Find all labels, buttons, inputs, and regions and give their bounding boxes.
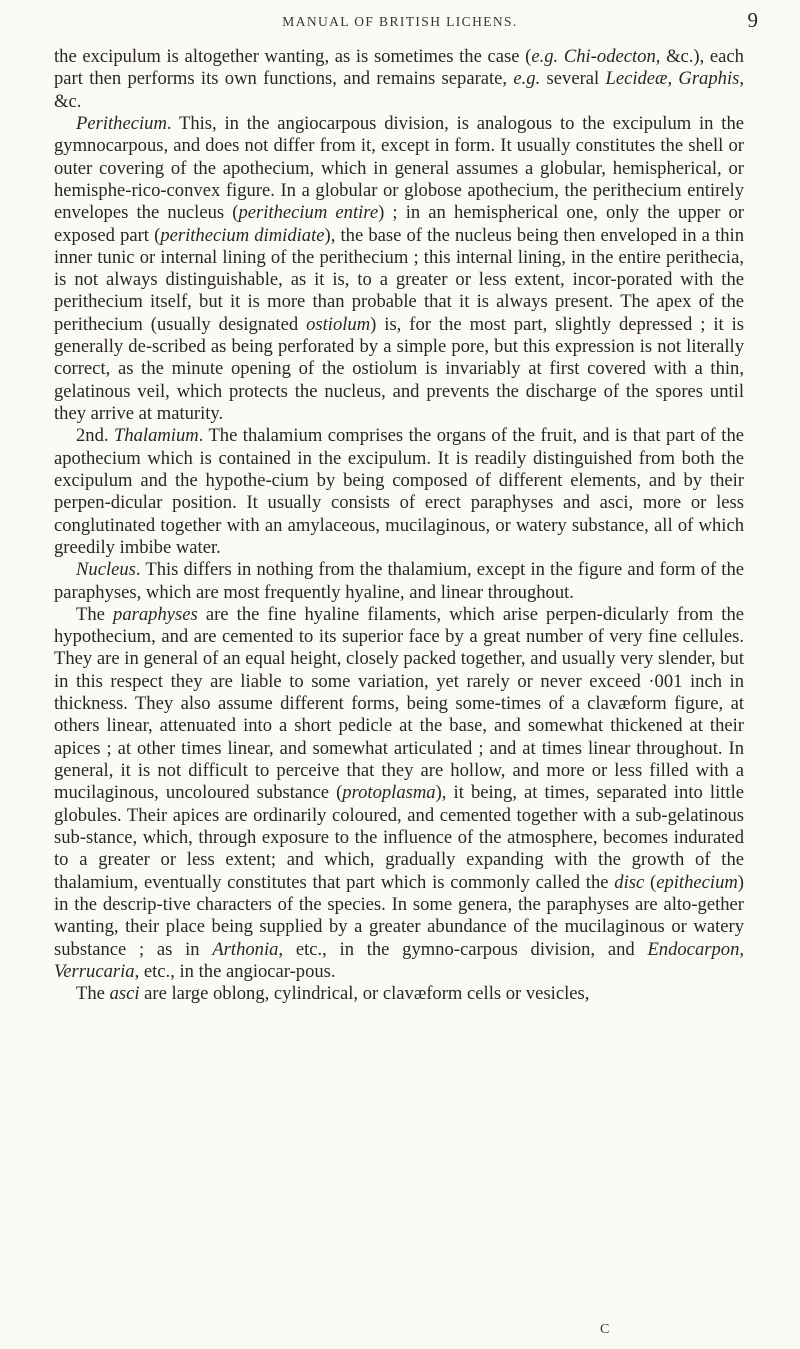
text-run: ) in the descrip-tive characters of the species. In some genera, the paraphyses are alto-gether wanting, their place being supplied by a greater abundance of the mucilaginous or watery substance ; as in <box>54 871 744 960</box>
italic-term: Thalamium <box>113 425 199 447</box>
text-run: several <box>540 68 606 90</box>
text-run: the excipulum is altogether wanting, as is sometimes the case ( <box>54 46 532 67</box>
italic-term: Arthonia <box>212 938 279 960</box>
text-run: The <box>76 603 114 625</box>
italic-term: perithecium dimidiate <box>160 224 325 246</box>
italic-term: e.g. Chi-odecton <box>531 46 656 67</box>
italic-term: Endocarpon, Verrucaria <box>54 938 745 982</box>
paragraph-paraphyses <box>54 604 744 983</box>
text-run: , &c.), each part then performs its own functions, and remains separate, <box>54 46 744 90</box>
text-run: are large oblong, cylindrical, or clavæform cells or vesicles, <box>139 983 590 1005</box>
text-run: . This, in the angiocarpous division, is analogous to the excipulum in the gymnocarpous, and does not differ from it, except in form. It usually constitutes the shell or outer covering of the apothecium, which in general assumes a globular, hemispherical, or hemisphe-rico-convex figure. In a globular or globose apothecium, the perithecium entirely envelopes the nucleus ( <box>54 112 744 224</box>
text-run: ) is, for the most part, slightly depressed ; it is generally de-scribed as being perforated by a simple pore, but this expression is not literally correct, as the minute opening of the ostiolum is invariably at first covered with a thin, gelatinous veil, which protects the nucleus, and prevents the discharge of the spores until they arrive at maturity. <box>54 313 745 424</box>
text-run: , etc., in the gymno-carpous division, and <box>278 938 648 960</box>
page-number: 9 <box>747 8 758 32</box>
text-run: ) ; in an hemispherical one, only the upper or exposed part ( <box>54 202 745 246</box>
italic-term: Perithecium <box>76 112 167 134</box>
paragraph-perithecium <box>54 113 744 425</box>
paragraph-nucleus <box>54 559 744 604</box>
text-run: ), it being, at times, separated into little globules. Their apices are ordinarily coloured, and cemented together with a sub-gelatinous sub-stance, which, through exposure to the influence of the atmosphere, becomes indurated to a greater or less extent; and which, gradually expanding with the growth of the thalamium, eventually constitutes that part which is commonly called the <box>54 782 744 893</box>
paragraph-asci <box>54 983 744 1005</box>
text-run: The <box>76 983 110 1005</box>
text-run: ( <box>644 871 657 893</box>
italic-term: protoplasma <box>342 782 436 804</box>
text-run: , etc., in the angiocar-pous. <box>134 960 336 982</box>
signature-mark: C <box>600 1322 610 1337</box>
text-run: ), the base of the nucleus being then enveloped in a thin inner tunic or internal lining of the perithecium ; this internal lining, in the entire perithecia, is not always distinguishable, as it is, to a greater or less extent, incor-porated with the perithecium itself, but it is more than probable that it is always present. The apex of the perithecium (usually designated <box>54 224 744 335</box>
italic-term: paraphyses <box>113 603 198 625</box>
italic-term: perithecium entire <box>238 202 379 224</box>
text-run: , &c. <box>54 68 745 112</box>
italic-term: disc <box>614 871 645 893</box>
italic-term: Nucleus <box>76 559 136 581</box>
text-run: are the fine hyaline filaments, which arise perpen-dicularly from the hypothecium, and are cemented to its superior face by a great number of very fine cellules. They are in general of an equal height, closely packed together, and usually very slender, but in this respect they are liable to some variation, yet rarely or never exceed ·001 inch in thickness. They also assume different forms, being some-times of a clavæform figure, at others linear, attenuated into a short pedicle at the base, and somewhat thickened at their apices ; at other times linear, and somewhat articulated ; and at times linear throughout. In general, it is not difficult to perceive that they are hollow, and more or less filled with a mucilaginous, uncoloured substance ( <box>54 603 745 804</box>
running-title: MANUAL OF BRITISH LICHENS. <box>282 14 518 29</box>
paragraph-thalamium <box>54 425 744 559</box>
body-text <box>54 46 744 1005</box>
italic-term: ostiolum <box>306 313 371 335</box>
paragraph-exciple <box>54 46 744 113</box>
text-run: . The thalamium comprises the organs of the fruit, and is that part of the apothecium which is contained in the excipulum. It is readily distinguished from both the excipulum and the hypothe-cium by being composed of different elements, and by their perpen-dicular position. It usually consists of erect paraphyses and asci, more or less conglutinated together with an amylaceous, mucilaginous, or watery substance, all of which greedily imbibe water. <box>54 425 744 558</box>
italic-term: epithecium <box>656 871 738 893</box>
running-head <box>0 10 800 40</box>
text-run: 2nd. <box>76 425 114 447</box>
italic-term: e.g. <box>513 68 541 90</box>
italic-term: Lecideæ, Graphis <box>605 68 740 90</box>
text-run: . This differs in nothing from the thalamium, except in the figure and form of the paraphyses, which are most frequently hyaline, and linear throughout. <box>54 559 744 603</box>
italic-term: asci <box>109 983 140 1005</box>
